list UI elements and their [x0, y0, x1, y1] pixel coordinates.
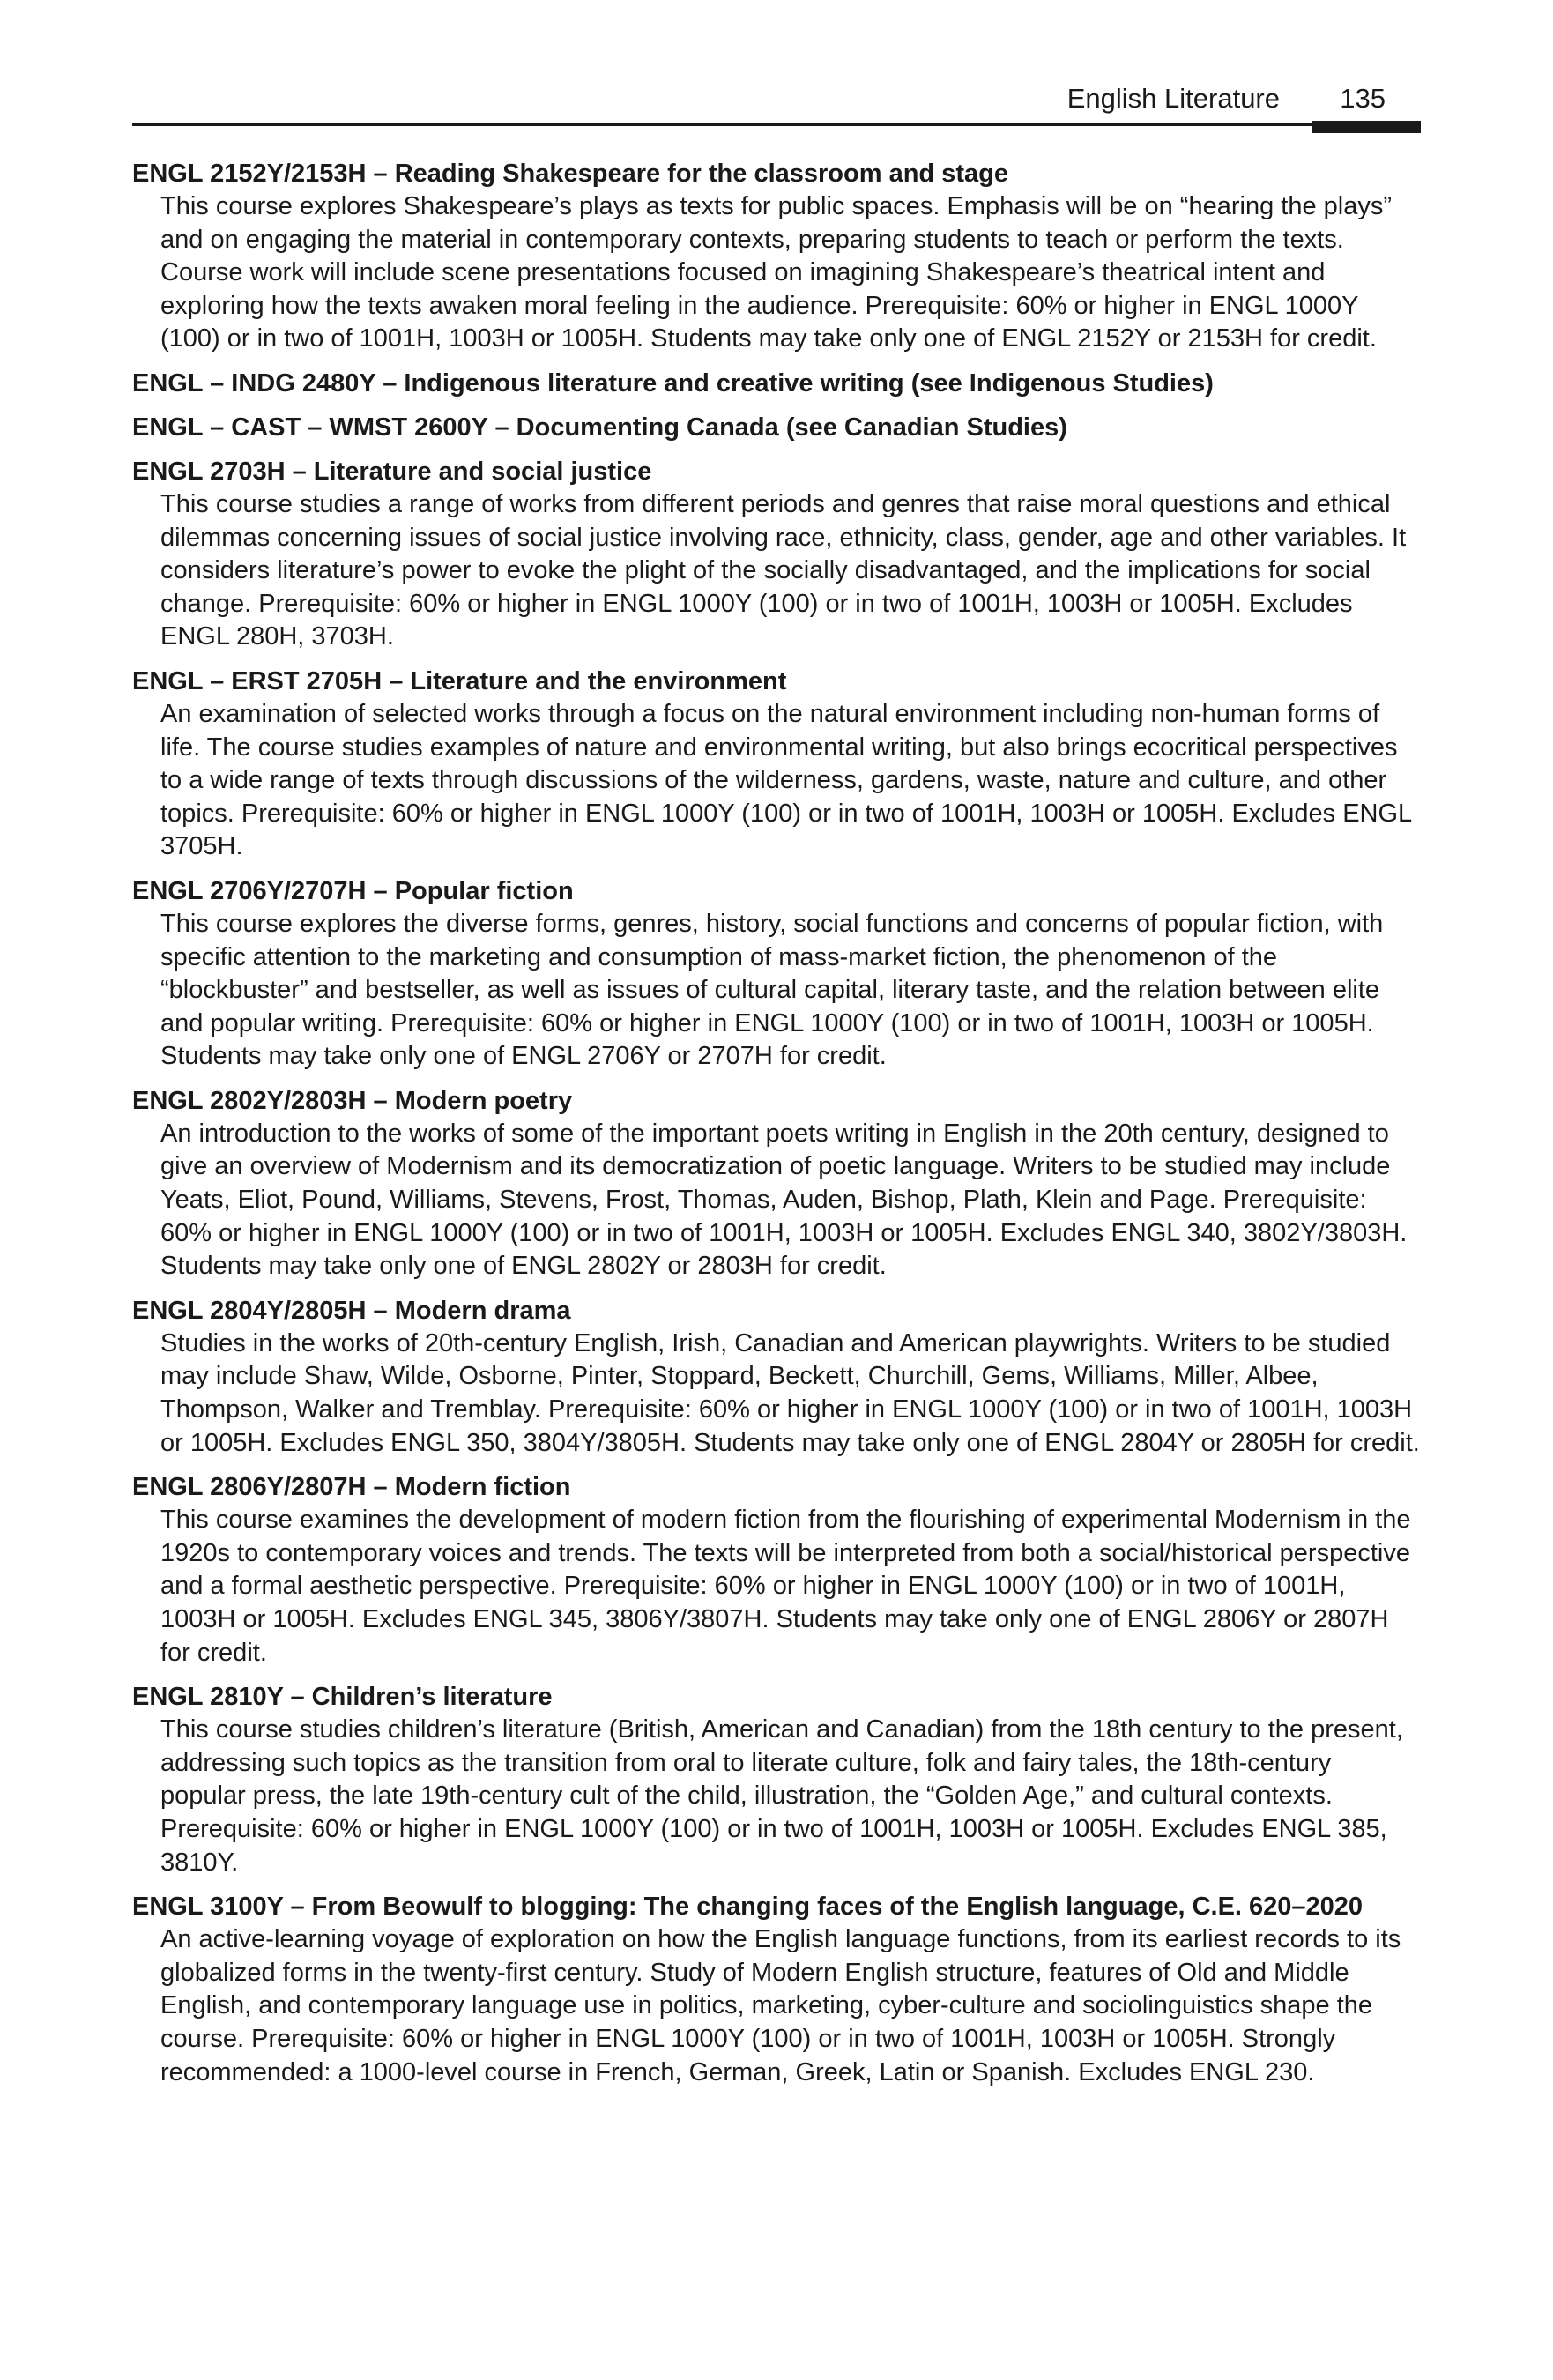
course-entry — [132, 1294, 1421, 1460]
course-entry — [132, 157, 1421, 356]
course-title: ENGL 2804Y/2805H – Modern drama — [132, 1296, 571, 1325]
course-title: ENGL 2706Y/2707H – Popular fiction — [132, 876, 574, 905]
course-description: This course explores the diverse forms, genres, history, social functions and concerns of popular fiction, with specific attention to the marketing and consumption of mass-market fiction, the phenomenon of the “blockbuster” and bestseller, as well as issues of cultural capital, literary taste, and the relation between elite and popular writing. Prerequisite: 60% or higher in ENGL 1000Y (100) or in two of 1001H, 1003H or 1005H. Students may take only one of ENGL 2706Y or 2707H for credit. — [160, 909, 1384, 1071]
course-title: ENGL – CAST – WMST 2600Y – Documenting Canada (see Canadian Studies) — [132, 413, 1067, 442]
header-rule — [132, 123, 1421, 126]
course-description: An examination of selected works through a focus on the natural environment including non-human forms of life. The course studies examples of nature and environmental writing, but also brings ecocritical perspectives to a wide range of texts through discussions of the wilderness, gardens, waste, nature and culture, and other topics. Prerequisite: 60% or higher in ENGL 1000Y (100) or in two of 1001H, 1003H or 1005H. Excludes ENGL 3705H. — [160, 699, 1412, 861]
course-list — [132, 157, 1421, 2100]
course-entry — [132, 1680, 1421, 1879]
course-title: ENGL 2703H – Literature and social justice — [132, 457, 652, 486]
header-section-title: English Literature — [1066, 83, 1280, 114]
header-tab — [1312, 121, 1421, 133]
course-title: ENGL – ERST 2705H – Literature and the environment — [132, 666, 787, 695]
course-entry — [132, 411, 1421, 444]
course-entry — [132, 874, 1421, 1074]
header-page-number: 135 — [1340, 83, 1386, 114]
course-description: An introduction to the works of some of the important poets writing in English in the 20th century, designed to give an overview of Modernism and its democratization of poetic language. Writers to be studied may include Yeats, Eliot, Pound, Williams, Stevens, Frost, Thomas, Auden, Bishop, Plath, Klein and Page. Prerequisite: 60% or higher in ENGL 1000Y (100) or in two of 1001H, 1003H or 1005H. Excludes ENGL 340, 3802Y/3803H. Students may take only one of ENGL 2802Y or 2803H for credit. — [160, 1119, 1408, 1281]
course-description: This course examines the development of modern fiction from the flourishing of experimental Modernism in the 1920s to contemporary voices and trends. The texts will be interpreted from both a social/historical perspective and a formal aesthetic perspective. Prerequisite: 60% or higher in ENGL 1000Y (100) or in two of 1001H, 1003H or 1005H. Excludes ENGL 345, 3806Y/3807H. Students may take only one of ENGL 2806Y or 2807H for credit. — [160, 1506, 1411, 1667]
course-title: ENGL 3100Y – From Beowulf to blogging: The changing faces of the English language, C.E. 620–2020 — [132, 1893, 1364, 1922]
course-title: ENGL 2806Y/2807H – Modern fiction — [132, 1473, 571, 1502]
course-title: ENGL – INDG 2480Y – Indigenous literature and creative writing (see Indigenous Studies) — [132, 368, 1214, 398]
course-title: ENGL 2802Y/2803H – Modern poetry — [132, 1086, 573, 1115]
running-header — [132, 81, 1421, 123]
course-entry — [132, 1470, 1421, 1670]
course-entry — [132, 665, 1421, 864]
course-entry — [132, 455, 1421, 654]
course-description: Studies in the works of 20th-century English, Irish, Canadian and American playwrights. Writers to be studied may include Shaw, Wilde, Osborne, Pinter, Stoppard, Beckett, Churchill, Gems, Williams, Miller, Albee, Thompson, Walker and Tremblay. Prerequisite: 60% or higher in ENGL 1000Y (100) or in two of 1001H, 1003H or 1005H. Excludes ENGL 350, 3804Y/3805H. Students may take only one of ENGL 2804Y or 2805H for credit. — [160, 1328, 1420, 1457]
course-entry — [132, 1890, 1421, 2089]
course-title: ENGL 2152Y/2153H – Reading Shakespeare for the classroom and stage — [132, 160, 1008, 188]
course-description: This course studies children’s literature (British, American and Canadian) from the 18th century to the present, addressing such topics as the transition from oral to literate culture, folk and fairy tales, the 18th-century popular press, the late 19th-century cult of the child, illustration, the “Golden Age,” and cultural contexts. Prerequisite: 60% or higher in ENGL 1000Y (100) or in two of 1001H, 1003H or 1005H. Excludes ENGL 385, 3810Y. — [160, 1715, 1403, 1877]
course-entry — [132, 1084, 1421, 1283]
course-description: An active-learning voyage of exploration on how the English language functions, from its earliest records to its globalized forms in the twenty-first century. Study of Modern English structure, features of Old and Middle English, and contemporary language use in politics, marketing, cyber-culture and sociolinguistics shape the course. Prerequisite: 60% or higher in ENGL 1000Y (100) or in two of 1001H, 1003H or 1005H. Strongly recommended: a 1000-level course in French, German, Greek, Latin or Spanish. Excludes ENGL 230. — [160, 1925, 1401, 2086]
course-title: ENGL 2810Y – Children’s literature — [132, 1683, 553, 1712]
course-description: This course explores Shakespeare’s plays as texts for public spaces. Emphasis will be on “hearing the plays” and on engaging the material in contemporary contexts, preparing students to teach or perform the texts. Course work will include scene presentations focused on imagining Shakespeare’s theatrical intent and exploring how the texts awaken moral feeling in the audience. Prerequisite: 60% or higher in ENGL 1000Y (100) or in two of 1001H, 1003H or 1005H. Students may take only one of ENGL 2152Y or 2153H for credit. — [160, 192, 1392, 353]
course-description: This course studies a range of works from different periods and genres that raise moral questions and ethical dilemmas concerning issues of social justice involving race, ethnicity, class, gender, age and other variables. It considers literature’s power to evoke the plight of the socially disadvantaged, and the implications for social change. Prerequisite: 60% or higher in ENGL 1000Y (100) or in two of 1001H, 1003H or 1005H. Excludes ENGL 280H, 3703H. — [160, 489, 1407, 651]
course-entry — [132, 367, 1421, 400]
